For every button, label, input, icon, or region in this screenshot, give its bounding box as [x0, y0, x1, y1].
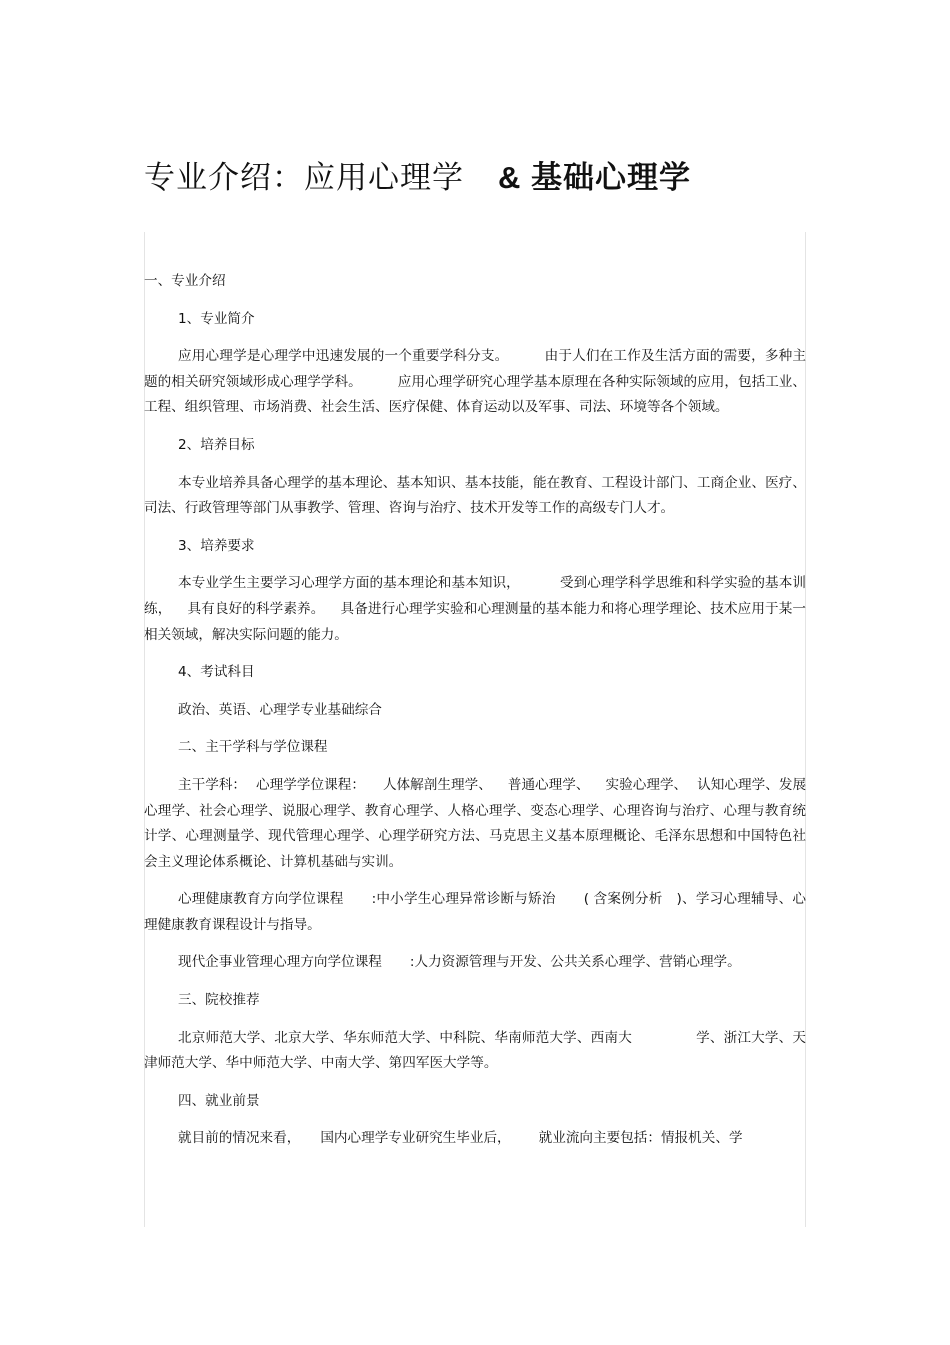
text-run: 人体解剖生理学、 — [382, 776, 492, 793]
text-run: 心理学学位课程： — [256, 776, 365, 793]
text-run: 普通心理学、 — [507, 776, 590, 793]
section-heading-4: 四、就业前景 — [178, 1092, 260, 1109]
paragraph-requirements — [144, 571, 806, 648]
text-run: :人力资源管理与开发、公共关系心理学、营销心理学。 — [409, 954, 741, 971]
text-run: 实验心理学、 — [605, 776, 688, 793]
text-run: 国内心理学专业研究生毕业后， — [320, 1130, 511, 1147]
text-run: 北京师范大学、北京大学、华东师范大学、中科院、华南师范大学、西南大 — [178, 1029, 632, 1046]
text-run: 由于人们在工作及生活方面的需要，多种主题的相关研究领域形成心理学学科。 — [144, 348, 807, 390]
subheading-goal: 2、培养目标 — [178, 436, 255, 453]
section-heading-2: 二、主干学科与学位课程 — [178, 739, 328, 756]
subheading-intro: 1、专业简介 — [178, 310, 255, 327]
text-run: 现代企事业管理心理方向学位课程 — [178, 954, 382, 971]
paragraph-intro — [144, 344, 806, 421]
text-run: 应用心理学是心理学中迅速发展的一个重要学科分支。 — [178, 348, 509, 365]
subheading-exam: 4、考试科目 — [178, 664, 255, 681]
text-run: 认知心理学、发展心理学、社会心理学、说服心理学、教育心理学、人格心理学、变态心理学、心理咨询与治疗、心理与教育统计学、心理测量学、现代管理心理学、心理学研究方法、马克思主义基本原理概论、毛泽东思想和中国特色社会主义理论体系概论、计算机基础与实训。 — [144, 776, 807, 870]
paragraph-exam: 政治、英语、心理学专业基础综合 — [178, 701, 382, 718]
title-part-2: & 基础心理学 — [498, 160, 691, 195]
section-heading-1: 一、专业介绍 — [144, 273, 226, 289]
text-run: :中小学生心理异常诊断与矫治 — [371, 891, 556, 908]
paragraph-career — [144, 1126, 806, 1152]
subheading-requirements: 3、培养要求 — [178, 537, 255, 554]
text-run: )、学习心理辅导、心理健康教育课程设计与指导。 — [144, 891, 806, 933]
text-run: ( 含案例分析 — [583, 891, 663, 908]
text-run: 受到心理学科学思维和科学实验的基本训练， — [144, 575, 806, 617]
paragraph-goal: 本专业培养具备心理学的基本理论、基本知识、基本技能，能在教育、工程设计部门、工商企业、医疗、司法、行政管理等部门从事教学、管理、咨询与治疗、技术开发等工作的高级专门人才。 — [144, 474, 806, 517]
text-run: 心理健康教育方向学位课程 — [178, 891, 344, 908]
text-run: 应用心理学研究心理学基本原理在各种实际领域的应用，包括工业、工程、组织管理、市场消费、社会生活、医疗保健、体育运动以及军事、司法、环境等各个领域。 — [144, 373, 807, 416]
document-body — [144, 269, 806, 1164]
text-run: 就目前的情况来看， — [178, 1130, 301, 1147]
page-title — [144, 152, 691, 197]
section-heading-3: 三、院校推荐 — [178, 992, 260, 1009]
text-run: 就业流向主要包括：情报机关、学 — [538, 1130, 743, 1147]
paragraph-health-edu — [144, 887, 806, 938]
title-part-1: 专业介绍：应用心理学 — [144, 160, 464, 196]
text-run: 具备进行心理学实验和心理测量的基本能力和将心理学理论、技术应用于某一相关领域，解决实际问题的能力。 — [144, 600, 807, 643]
text-run: 学、浙江大学、天津师范大学、华中师范大学、中南大学、第四军医大学等。 — [144, 1029, 807, 1072]
text-run: 具有良好的科学素养。 — [187, 600, 325, 617]
paragraph-management — [144, 950, 806, 976]
paragraph-schools — [144, 1026, 806, 1077]
text-run: 本专业学生主要学习心理学方面的基本理论和基本知识， — [178, 575, 520, 592]
paragraph-courses — [144, 773, 806, 875]
text-run: 主干学科： — [178, 776, 247, 793]
